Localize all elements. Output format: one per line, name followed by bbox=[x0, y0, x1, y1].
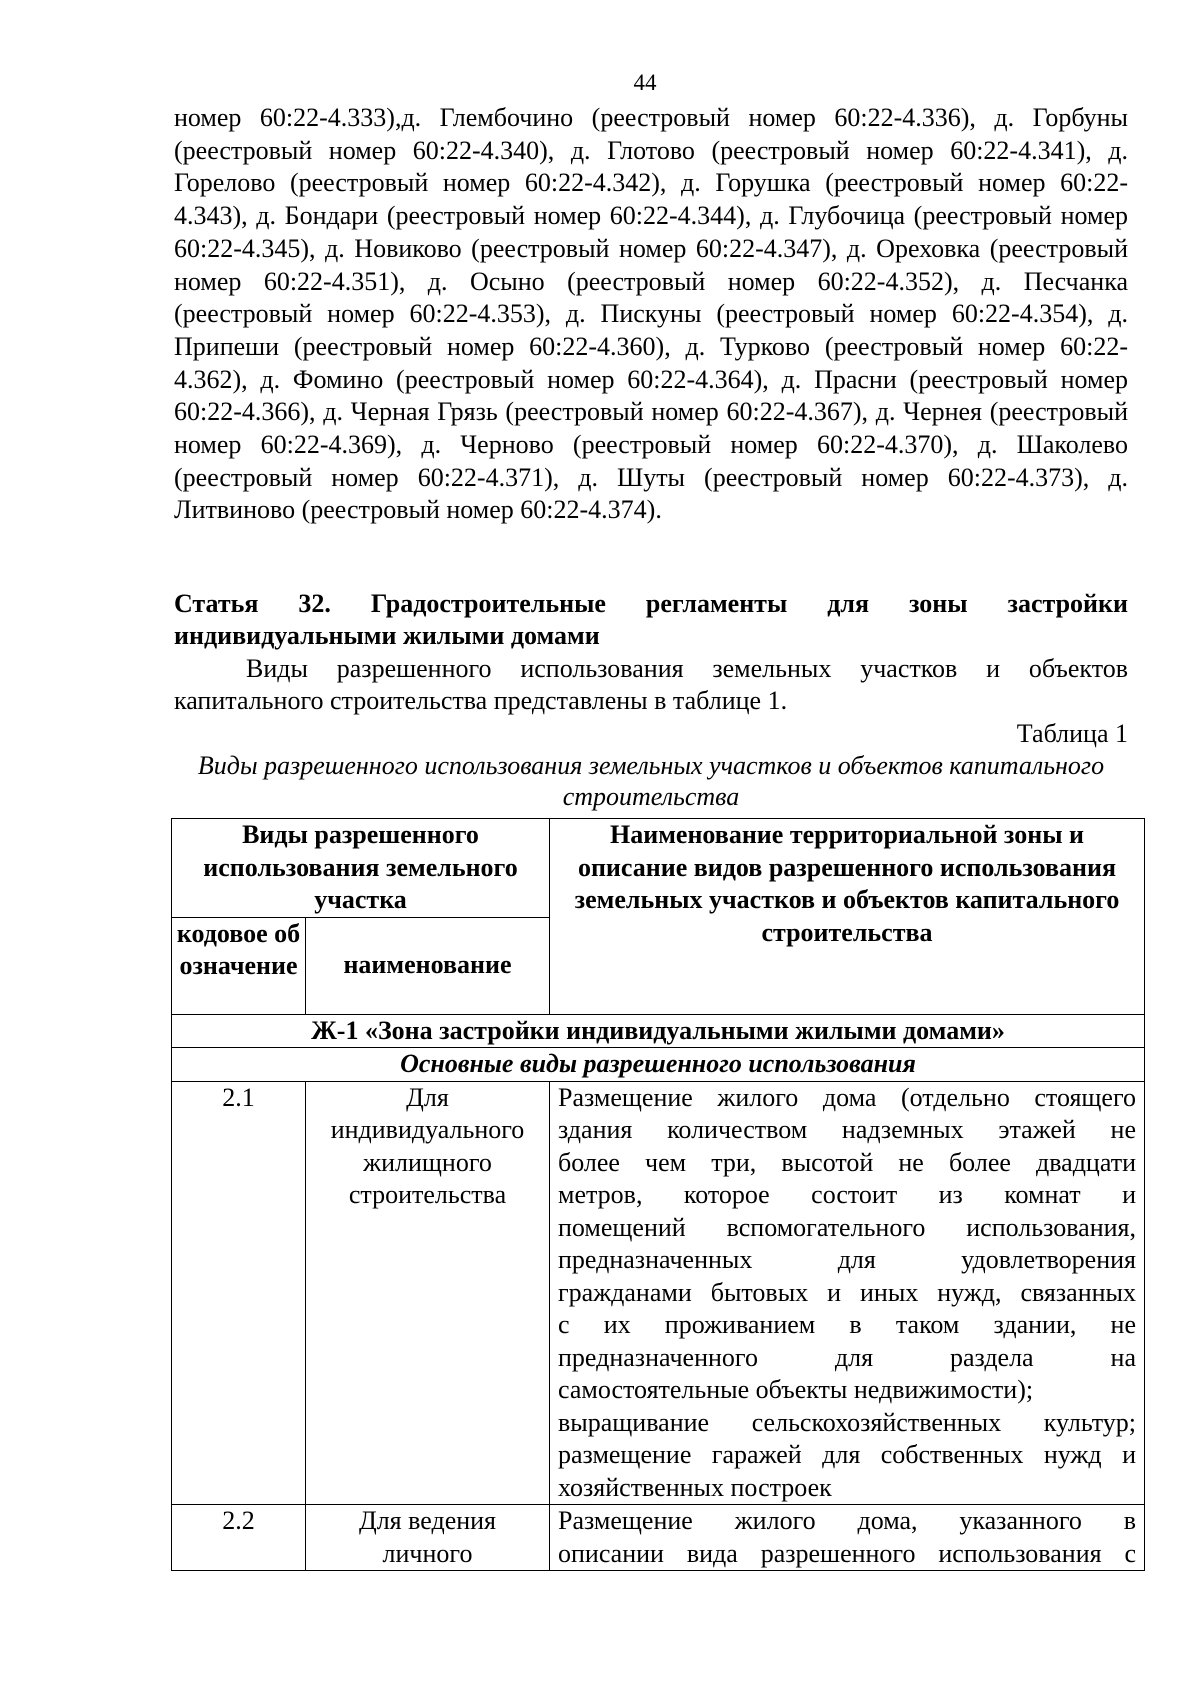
description-line: с их проживанием в таком здании, не bbox=[558, 1310, 1136, 1339]
table-row bbox=[172, 1505, 1145, 1571]
header-code-cell: кодовое обозначение bbox=[172, 917, 306, 1014]
land-use-table bbox=[171, 818, 1145, 1571]
row-name-cell: Для ведения личного bbox=[306, 1505, 550, 1571]
zone-title-cell: Ж-1 «Зона застройки индивидуальными жилыми домами» bbox=[172, 1014, 1145, 1048]
description-line: выращивание сельскохозяйственных культур; bbox=[558, 1407, 1136, 1437]
header-group-cell: Виды разрешенного использования земельного участка bbox=[172, 819, 550, 918]
description-line: гражданами бытовых и иных нужд, связанных bbox=[558, 1277, 1136, 1307]
description-line: Размещение жилого дома, указанного в bbox=[558, 1506, 1136, 1535]
intro-paragraph: Виды разрешенного использования земельных участков и объектов капитального строительства представлены в таблице 1. bbox=[174, 654, 1128, 715]
description-line: более чем три, высотой не более двадцати bbox=[558, 1147, 1136, 1177]
description-line: описании вида разрешенного использования с bbox=[558, 1538, 1136, 1568]
row-description-cell bbox=[550, 1505, 1145, 1571]
description-line: Размещение жилого дома (отдельно стоящего bbox=[558, 1082, 1136, 1112]
zone-row bbox=[172, 1014, 1145, 1048]
row-code-cell: 2.1 bbox=[172, 1081, 306, 1505]
page-number: 44 bbox=[633, 70, 657, 95]
table-header-row bbox=[172, 819, 1145, 918]
description-line: размещение гаражей для собственных нужд и bbox=[558, 1440, 1136, 1469]
section-row bbox=[172, 1048, 1145, 1082]
row-description-cell bbox=[550, 1081, 1145, 1505]
article-heading: Статья 32. Градостроительные регламенты для зоны застройки индивидуальными жилыми домами bbox=[174, 589, 1128, 650]
header-description-cell: Наименование территориальной зоны и описание видов разрешенного использования земельных участков и объектов капитального строительства bbox=[550, 819, 1145, 1015]
description-line: здания количеством надземных этажей не bbox=[558, 1115, 1136, 1144]
row-name-cell: Для индивидуального жилищного строительства bbox=[306, 1081, 550, 1505]
table-caption: Виды разрешенного использования земельных участков и объектов капитального строительства bbox=[197, 751, 1105, 811]
settlements-list-paragraph: номер 60:22-4.333),д. Глембочино (реестровый номер 60:22-4.336), д. Горбуны (реестровый номер 60:22-4.340), д. Глотово (реестровый номер 60:22-4.341), д. Горелово (реестровый номер 60:22-4.342), д. Горушка (реестровый номер 60:22-4.343), д. Бондари (реестровый номер 60:22-4.344), д. Глубочица (реестровый номер 60:22-4.345), д. Новиково (реестровый номер 60:22-4.347), д. Ореховка (реестровый номер 60:22-4.351), д. Осыно (реестровый номер 60:22-4.352), д. Песчанка (реестровый номер 60:22-4.353), д. Пискуны (реестровый номер 60:22-4.354), д. Припеши (реестровый номер 60:22-4.360), д. Турково (реестровый номер 60:22-4.362), д. Фомино (реестровый номер 60:22-4.364), д. Прасни (реестровый номер 60:22-4.366), д. Черная Грязь (реестровый номер 60:22-4.367), д. Чернея (реестровый номер 60:22-4.369), д. Черново (реестровый номер 60:22-4.370), д. Шаколево (реестровый номер 60:22-4.371), д. Шуты (реестровый номер 60:22-4.373), д. Литвиново (реестровый номер 60:22-4.374). bbox=[174, 103, 1128, 525]
description-line: предназначенных для удовлетворения bbox=[558, 1245, 1136, 1274]
description-line: предназначенного для раздела на bbox=[558, 1342, 1136, 1372]
description-line: метров, которое состоит из комнат и bbox=[558, 1180, 1136, 1209]
description-line: самостоятельные объекты недвижимости); bbox=[558, 1375, 1034, 1404]
header-name-cell: наименование bbox=[306, 917, 550, 1014]
description-line: помещений вспомогательного использования, bbox=[558, 1212, 1136, 1242]
section-title-cell: Основные виды разрешенного использования bbox=[172, 1048, 1145, 1082]
description-line: хозяйственных построек bbox=[558, 1472, 832, 1502]
row-code-cell: 2.2 bbox=[172, 1505, 306, 1571]
table-row bbox=[172, 1081, 1145, 1505]
table-label: Таблица 1 bbox=[1016, 719, 1128, 748]
